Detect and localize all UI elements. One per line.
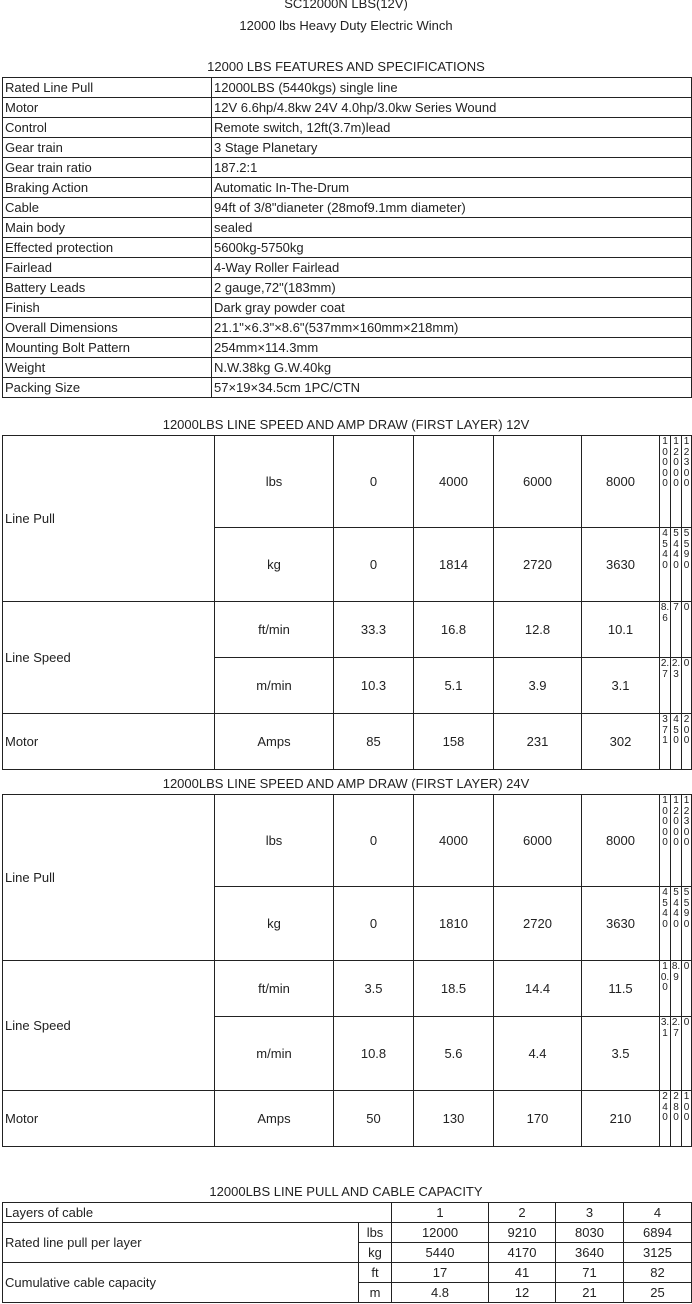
value-cell: 1814 <box>414 528 494 602</box>
value-cell: 170 <box>494 1091 582 1147</box>
unit-cell: lbs <box>359 1223 392 1243</box>
perf-12v-title: 12000LBS LINE SPEED AND AMP DRAW (FIRST LAYER) 12V <box>162 417 530 432</box>
spec-row <box>3 78 692 98</box>
narrow-value-cell <box>671 887 682 961</box>
spec-row <box>3 118 692 138</box>
narrow-value-cell <box>671 1091 682 1147</box>
narrow-value-cell <box>660 528 671 602</box>
spec-value: 12000LBS (5440kgs) single line <box>212 78 692 98</box>
value-cell: 231 <box>494 714 582 770</box>
value-cell: 0 <box>334 436 414 528</box>
narrow-value-cell <box>671 795 682 887</box>
product-subtitle: 12000 lbs Heavy Duty Electric Winch <box>239 18 453 33</box>
layer-number: 2 <box>489 1203 556 1223</box>
narrow-value-cell <box>671 714 682 770</box>
unit-cell: ft/min <box>215 961 334 1017</box>
spec-label: Gear train <box>3 138 212 158</box>
narrow-value-text: 100 <box>683 1091 690 1123</box>
unit-cell: lbs <box>215 436 334 528</box>
narrow-value-cell <box>682 795 692 887</box>
perf-24v-table <box>2 794 692 1147</box>
capacity-table <box>2 1202 692 1303</box>
motor-label: Motor <box>3 1091 215 1147</box>
spec-label: Finish <box>3 298 212 318</box>
narrow-value-cell <box>682 887 692 961</box>
narrow-value-text: 12300 <box>683 795 690 848</box>
spec-value: 57×19×34.5cm 1PC/CTN <box>212 378 692 398</box>
unit-cell: m <box>359 1283 392 1303</box>
value-cell: 302 <box>582 714 660 770</box>
spec-value: 12V 6.6hp/4.8kw 24V 4.0hp/3.0kw Series Wound <box>212 98 692 118</box>
value-cell: 12.8 <box>494 602 582 658</box>
spec-row <box>3 238 692 258</box>
unit-cell: kg <box>359 1243 392 1263</box>
narrow-value-cell <box>682 961 692 1017</box>
value-cell: 41 <box>489 1263 556 1283</box>
value-cell: 71 <box>556 1263 624 1283</box>
narrow-value-cell <box>671 602 682 658</box>
unit-cell: ft/min <box>215 602 334 658</box>
value-cell: 14.4 <box>494 961 582 1017</box>
narrow-value-cell <box>660 602 671 658</box>
value-cell: 11.5 <box>582 961 660 1017</box>
value-cell: 3.5 <box>582 1017 660 1091</box>
value-cell: 12000 <box>392 1223 489 1243</box>
perf-12v-table <box>2 435 692 770</box>
value-cell: 1810 <box>414 887 494 961</box>
perf-row <box>3 602 692 658</box>
narrow-value-text: 5590 <box>683 887 690 930</box>
narrow-value-text: 12000 <box>673 795 679 848</box>
narrow-value-cell <box>660 436 671 528</box>
value-cell: 9210 <box>489 1223 556 1243</box>
spec-value: 2 gauge,72"(183mm) <box>212 278 692 298</box>
value-cell: 6894 <box>624 1223 692 1243</box>
spec-row <box>3 298 692 318</box>
narrow-value-text: 0 <box>683 961 690 972</box>
value-cell: 33.3 <box>334 602 414 658</box>
spec-row <box>3 358 692 378</box>
spec-row <box>3 198 692 218</box>
narrow-value-text: 0 <box>683 602 690 613</box>
value-cell: 4.8 <box>392 1283 489 1303</box>
value-cell: 3.5 <box>334 961 414 1017</box>
layers-label: Layers of cable <box>3 1203 392 1223</box>
value-cell: 10.1 <box>582 602 660 658</box>
narrow-value-cell <box>660 658 671 714</box>
value-cell: 210 <box>582 1091 660 1147</box>
narrow-value-cell <box>671 961 682 1017</box>
narrow-value-cell <box>660 795 671 887</box>
narrow-value-text: 371 <box>662 714 668 746</box>
narrow-value-text: 2.7 <box>671 1017 681 1039</box>
value-cell: 0 <box>334 887 414 961</box>
narrow-value-text: 5440 <box>673 528 679 571</box>
narrow-value-text: 10000 <box>662 795 668 848</box>
value-cell: 4000 <box>414 436 494 528</box>
narrow-value-text: 2.7 <box>660 658 670 680</box>
spec-row <box>3 278 692 298</box>
value-cell: 8000 <box>582 436 660 528</box>
spec-value: 187.2:1 <box>212 158 692 178</box>
spec-row <box>3 338 692 358</box>
unit-cell: kg <box>215 528 334 602</box>
spec-row <box>3 98 692 118</box>
narrow-value-cell <box>682 602 692 658</box>
value-cell: 5.6 <box>414 1017 494 1091</box>
value-cell: 4170 <box>489 1243 556 1263</box>
value-cell: 3630 <box>582 887 660 961</box>
spec-value: 4-Way Roller Fairlead <box>212 258 692 278</box>
value-cell: 4000 <box>414 795 494 887</box>
spec-row <box>3 318 692 338</box>
spec-value: Remote switch, 12ft(3.7m)lead <box>212 118 692 138</box>
spec-label: Main body <box>3 218 212 238</box>
unit-cell: m/min <box>215 1017 334 1091</box>
spec-row <box>3 138 692 158</box>
narrow-value-text: 8.9 <box>671 961 681 983</box>
layer-number: 4 <box>624 1203 692 1223</box>
unit-cell: m/min <box>215 658 334 714</box>
layer-number: 3 <box>556 1203 624 1223</box>
narrow-value-cell <box>682 1091 692 1147</box>
narrow-value-cell <box>682 1017 692 1091</box>
narrow-value-text: 10000 <box>662 436 668 489</box>
unit-cell: Amps <box>215 1091 334 1147</box>
spec-label: Overall Dimensions <box>3 318 212 338</box>
value-cell: 50 <box>334 1091 414 1147</box>
perf-row <box>3 961 692 1017</box>
narrow-value-text: 4540 <box>662 887 668 930</box>
value-cell: 85 <box>334 714 414 770</box>
spec-value: N.W.38kg G.W.40kg <box>212 358 692 378</box>
spec-value: 5600kg-5750kg <box>212 238 692 258</box>
unit-cell: kg <box>215 887 334 961</box>
narrow-value-cell <box>682 714 692 770</box>
narrow-value-cell <box>682 658 692 714</box>
narrow-value-cell <box>682 436 692 528</box>
value-cell: 10.8 <box>334 1017 414 1091</box>
perf-row <box>3 436 692 528</box>
spec-label: Mounting Bolt Pattern <box>3 338 212 358</box>
value-cell: 6000 <box>494 795 582 887</box>
value-cell: 3640 <box>556 1243 624 1263</box>
narrow-value-cell <box>660 887 671 961</box>
perf-24v-title: 12000LBS LINE SPEED AND AMP DRAW (FIRST LAYER) 24V <box>162 776 530 791</box>
line-speed-label: Line Speed <box>3 602 215 714</box>
value-cell: 6000 <box>494 436 582 528</box>
value-cell: 3.9 <box>494 658 582 714</box>
value-cell: 0 <box>334 795 414 887</box>
value-cell: 2720 <box>494 887 582 961</box>
narrow-value-text: 8.6 <box>660 602 670 624</box>
line-pull-label: Line Pull <box>3 436 215 602</box>
spec-label: Motor <box>3 98 212 118</box>
spec-row <box>3 378 692 398</box>
narrow-value-cell <box>660 1017 671 1091</box>
narrow-value-cell <box>671 658 682 714</box>
narrow-value-text: 10.0 <box>660 961 670 993</box>
spec-label: Gear train ratio <box>3 158 212 178</box>
value-cell: 3.1 <box>582 658 660 714</box>
unit-cell: Amps <box>215 714 334 770</box>
spec-value: 3 Stage Planetary <box>212 138 692 158</box>
value-cell: 8000 <box>582 795 660 887</box>
value-cell: 2720 <box>494 528 582 602</box>
spec-value: Dark gray powder coat <box>212 298 692 318</box>
rated-pull-label: Rated line pull per layer <box>3 1223 359 1263</box>
value-cell: 12 <box>489 1283 556 1303</box>
model-title: SC12000N LBS(12V) <box>284 0 408 11</box>
perf-row <box>3 714 692 770</box>
spec-row <box>3 218 692 238</box>
narrow-value-text: 280 <box>673 1091 679 1123</box>
value-cell: 17 <box>392 1263 489 1283</box>
value-cell: 18.5 <box>414 961 494 1017</box>
narrow-value-text: 12000 <box>673 436 679 489</box>
spec-value: Automatic In-The-Drum <box>212 178 692 198</box>
value-cell: 8030 <box>556 1223 624 1243</box>
value-cell: 0 <box>334 528 414 602</box>
spec-value: sealed <box>212 218 692 238</box>
narrow-value-text: 240 <box>662 1091 668 1123</box>
narrow-value-text: 7 <box>673 602 679 613</box>
spec-label: Cable <box>3 198 212 218</box>
value-cell: 10.3 <box>334 658 414 714</box>
narrow-value-text: 450 <box>673 714 679 746</box>
value-cell: 4.4 <box>494 1017 582 1091</box>
narrow-value-cell <box>671 528 682 602</box>
narrow-value-cell <box>671 1017 682 1091</box>
spec-row <box>3 178 692 198</box>
value-cell: 3630 <box>582 528 660 602</box>
perf-row <box>3 795 692 887</box>
narrow-value-text: 4540 <box>662 528 668 571</box>
narrow-value-cell <box>671 436 682 528</box>
value-cell: 130 <box>414 1091 494 1147</box>
spec-value: 254mm×114.3mm <box>212 338 692 358</box>
specs-table <box>2 77 692 398</box>
value-cell: 158 <box>414 714 494 770</box>
narrow-value-cell <box>682 528 692 602</box>
value-cell: 16.8 <box>414 602 494 658</box>
cable-capacity-label: Cumulative cable capacity <box>3 1263 359 1303</box>
line-speed-label: Line Speed <box>3 961 215 1091</box>
narrow-value-cell <box>660 1091 671 1147</box>
unit-cell: ft <box>359 1263 392 1283</box>
value-cell: 21 <box>556 1283 624 1303</box>
motor-label: Motor <box>3 714 215 770</box>
line-pull-label: Line Pull <box>3 795 215 961</box>
layer-number: 1 <box>392 1203 489 1223</box>
narrow-value-cell <box>660 961 671 1017</box>
value-cell: 82 <box>624 1263 692 1283</box>
value-cell: 5440 <box>392 1243 489 1263</box>
spec-row <box>3 258 692 278</box>
spec-label: Weight <box>3 358 212 378</box>
narrow-value-text: 12300 <box>683 436 690 489</box>
narrow-value-text: 0 <box>683 658 690 669</box>
narrow-value-text: 0 <box>683 1017 690 1028</box>
spec-row <box>3 158 692 178</box>
value-cell: 25 <box>624 1283 692 1303</box>
narrow-value-text: 200 <box>683 714 690 746</box>
narrow-value-text: 2.3 <box>671 658 681 680</box>
narrow-value-cell <box>660 714 671 770</box>
spec-label: Effected protection <box>3 238 212 258</box>
value-cell: 3125 <box>624 1243 692 1263</box>
specs-title: 12000 LBS FEATURES AND SPECIFICATIONS <box>207 59 485 74</box>
narrow-value-text: 3.1 <box>660 1017 670 1039</box>
spec-label: Control <box>3 118 212 138</box>
capacity-title: 12000LBS LINE PULL AND CABLE CAPACITY <box>209 1184 483 1199</box>
spec-label: Rated Line Pull <box>3 78 212 98</box>
spec-label: Battery Leads <box>3 278 212 298</box>
spec-label: Packing Size <box>3 378 212 398</box>
value-cell: 5.1 <box>414 658 494 714</box>
spec-label: Braking Action <box>3 178 212 198</box>
spec-value: 94ft of 3/8"dianeter (28mof9.1mm diameter) <box>212 198 692 218</box>
narrow-value-text: 5440 <box>673 887 679 930</box>
perf-row <box>3 1091 692 1147</box>
spec-value: 21.1"×6.3"×8.6"(537mm×160mm×218mm) <box>212 318 692 338</box>
spec-label: Fairlead <box>3 258 212 278</box>
narrow-value-text: 5590 <box>683 528 690 571</box>
unit-cell: lbs <box>215 795 334 887</box>
